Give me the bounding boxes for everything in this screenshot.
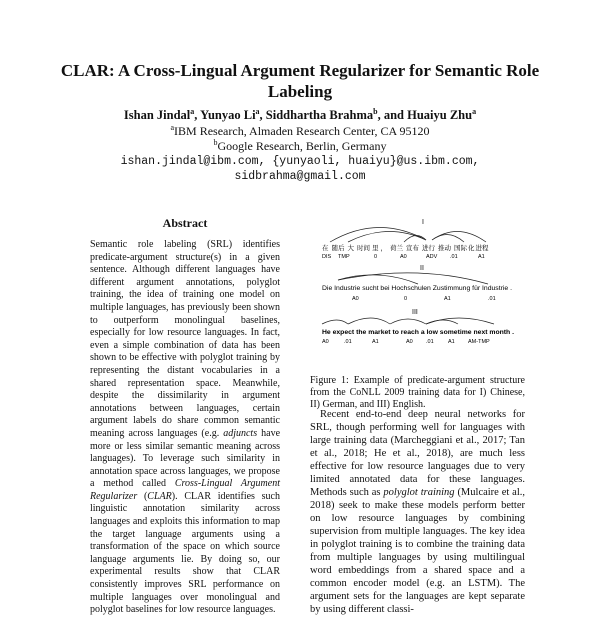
svg-text:.01: .01: [488, 296, 496, 302]
email-line[interactable]: sidbrahma@gmail.com: [234, 170, 366, 183]
svg-text:A0: A0: [400, 254, 407, 260]
paper-title: CLAR: A Cross-Lingual Argument Regularizer for Semantic Role Labeling: [60, 61, 540, 101]
abstract-body: Semantic role labeling (SRL) identifies predicate-argument structure(s) in a given sentence. Although different languages have different argument annotations, polyglot training, the idea of training one model on multiple languages, has previously been shown to outperform monolingual baselines, especially for low resource languages. In fact, even a simple combination of data has been shown to be effective with polyglot training by representing the distant vocabularies in a shared representation space. Meanwhile, despite the dissimilarity in argument annotations between languages, certain argument labels do share common semantic meaning across languages (e.g. adjuncts have more or less similar semantic meaning across languages). To leverage such similarity in annotation space across languages, we propose a method called Cross-Lingual Argument Regularizer (CLAR). CLAR identifies such linguistic annotation similarity across languages and exploits this information to map the target language arguments using a transformation of the space on which source language arguments lie. By doing so, our experimental results show that CLAR consistently improves SRL performance on multiple languages over monolingual and polyglot baselines for low resource languages.: [90, 239, 281, 616]
affiliation: $^a$IBM Research, Almaden Research Center, CA 95120: [170, 123, 430, 138]
svg-text:0: 0: [374, 254, 378, 260]
email-line[interactable]: ishan.jindal@ibm.com, {yunyaoli, huaiyu}@us.ibm.com,: [120, 155, 480, 168]
svg-text:.01: .01: [344, 339, 352, 345]
affiliation: $^b$Google Research, Berlin, Germany: [213, 138, 387, 153]
svg-text:A1: A1: [478, 254, 485, 260]
svg-text:A1: A1: [372, 339, 379, 345]
svg-text:A0: A0: [406, 339, 413, 345]
panel-label: III: [412, 309, 418, 316]
figure-caption: Figure 1: Example of predicate-argument structure from the CoNLL 2009 training data for I) Chinese, II) German, and III) English.: [310, 375, 525, 410]
svg-text:0: 0: [404, 296, 408, 302]
english-sentence: He expect the market to reach a low sometime next month .: [322, 329, 515, 336]
author-name: Yunyao Li: [200, 108, 256, 122]
author-name: Siddhartha Brahma: [265, 108, 374, 122]
svg-text:A0: A0: [352, 296, 359, 302]
svg-text:在随后大时间里，荷兰宣布进行推动国际化进程: 在 随后 大 时间 里 ， 荷兰 宣布 进行 推动 国际化进程: [322, 245, 489, 252]
author-list: Ishan Jindal$^a$, Yunyao Li$^a$, Siddhartha Brahma$^b$, and Huaiyu Zhu$^a$: [123, 106, 477, 122]
svg-text:AM-TMP: AM-TMP: [468, 339, 490, 345]
svg-text:TMP: TMP: [338, 254, 350, 260]
panel-label: I: [422, 219, 424, 226]
german-sentence: Die Industrie sucht bei Hochschulen Zustimmung für Industrie .: [322, 285, 513, 292]
abstract-heading: Abstract: [162, 216, 208, 230]
svg-text:A1: A1: [448, 339, 455, 345]
author-name: Ishan Jindal: [123, 108, 191, 122]
srl-example-figure: [308, 212, 518, 360]
intro-paragraph: Recent end-to-end deep neural networks for SRL, though performing well for languages with large training data (Marcheggiani et al., 2017; Tan et al., 2018; He et al., 2018), are much less effective for low resource languages due to very limited annotated data for these languages. Methods such as polyglot training (Mulcaire et al., 2018) seek to make these models perform better on low resource languages by combining supervision from multiple languages. The key idea in polyglot training is to combine the training data from multiple languages by using multilingual word embeddings from a shared space and a common encoder model (e.g. an LSTM). The argument sets for the languages are kept separate by using different classi-: [310, 409, 526, 615]
svg-text:.01: .01: [450, 254, 458, 260]
svg-text:.01: .01: [426, 339, 434, 345]
svg-text:A0: A0: [322, 339, 329, 345]
panel-label: II: [420, 265, 424, 272]
svg-text:ADV: ADV: [426, 254, 438, 260]
svg-text:A1: A1: [444, 296, 451, 302]
author-name: Huaiyu Zhu: [407, 108, 473, 122]
svg-text:DIS: DIS: [322, 254, 332, 260]
